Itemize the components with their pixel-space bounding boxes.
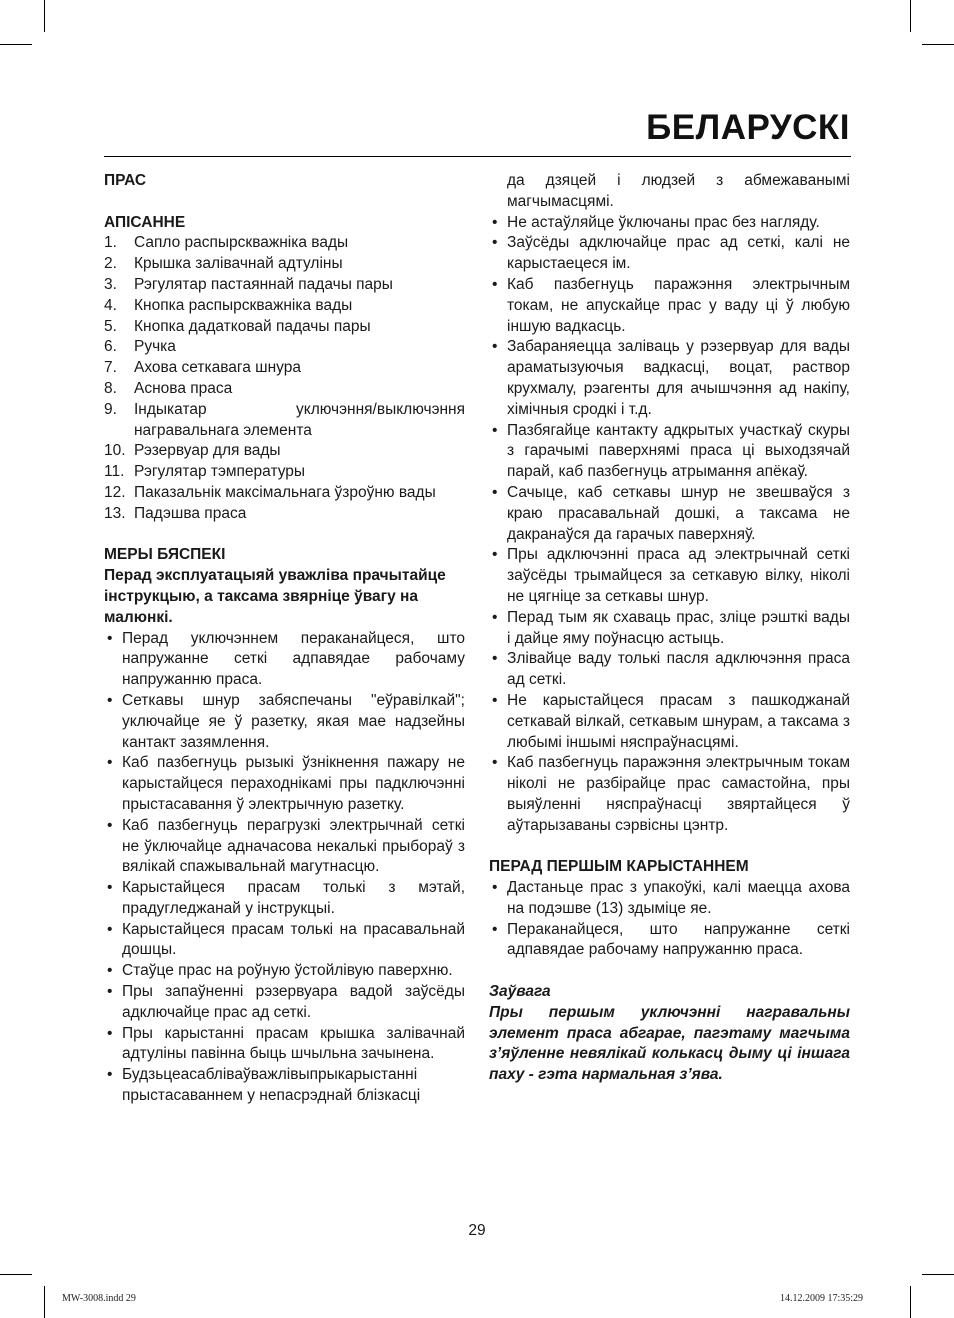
list-item: • Заўсёды адключайце прас ад сеткi, калi не карыстаецеся iм.: [492, 234, 850, 273]
list-item: • Не астаўляйце ўключаны прас без нагляду.: [492, 213, 820, 231]
list-item: 12. Паказальнiк максiмальнага ўзроўню вады: [104, 483, 436, 501]
list-item: 7. Ахова сеткавага шнура: [104, 359, 301, 377]
list-item: • Карыстайцеся прасам толькi з мэтай, прадугледжанай у iнструкцыi.: [107, 879, 465, 917]
first-use-list: [489, 878, 850, 961]
list-item: • Будзьцеасаблiваўважлiвыпрыкарыстаннi прыстасаваннем у непасрэднай блiзкасцi: [107, 1066, 421, 1105]
list-item: 13. Падэшва праса: [104, 504, 247, 522]
list-item: • Каб пазбегнуць перагрузкi электрычнай сеткi не ўключайце адначасова некалькi прыбораў з вялiкай спажывальнай магутнасцю.: [107, 816, 465, 876]
safety-intro: Перад эксплуатацыяй уважлiва прачытайце iнструкцыю, а таксама звярнiце ўвагу на малюнкi.: [104, 567, 446, 626]
list-item: • Каб пазбегнуць паражэння электрычным токам, не апускайце прас у ваду цi ў любую iншую вадкасць.: [492, 275, 850, 335]
crop-mark: [922, 44, 954, 45]
list-item: • Пры запаўненнi рэзервуара вадой заўсёды адключайце прас ад сеткi.: [107, 983, 465, 1021]
safety-list: [104, 629, 465, 1107]
list-item: • Стаўце прас на роўную ўстойлiвую паверхню.: [107, 962, 453, 980]
list-item: • Пераканайцеся, што напружанне сеткi адпавядае рабочаму напружанню праса.: [492, 920, 850, 959]
left-column: [104, 171, 465, 1107]
crop-mark: [44, 0, 45, 32]
footer-file: MW-3008.indd 29: [62, 1293, 136, 1304]
list-item: • Карыстайцеся прасам толькi на прасавальнай дошцы.: [107, 920, 465, 959]
list-item: 1. Сапло распырскважнiка вады: [104, 234, 349, 252]
list-item: 6. Ручка: [104, 338, 176, 356]
list-item: 3. Рэгулятар пастаяннай падачы пары: [104, 275, 393, 293]
list-item: • Пры карыстаннi прасам крышка залiвачнай адтулiны павiнна быць шчыльна зачынена.: [107, 1024, 465, 1063]
device-title: ПРАС: [104, 172, 147, 189]
first-use-title: ПЕРАД ПЕРШЫМ КАРЫСТАННЕМ: [489, 858, 749, 876]
page-number: 29: [468, 1222, 486, 1239]
description-title: АПIСАННЕ: [104, 213, 186, 231]
list-item: • Перад тым як схаваць прас, злiце рэшткi вады i дайце яму поўнасцю астыць.: [492, 608, 850, 647]
crop-mark: [910, 1286, 911, 1318]
list-item: 8. Аснова праса: [104, 379, 233, 397]
list-item: • Перад уключэннем пераканайцеся, што напружанне сеткi адпавядае рабочаму напружанню праса.: [107, 629, 465, 689]
list-item: • Сеткавы шнур забяспечаны "еўравiлкай"; уключайце яе ў разетку, якая мае надзейны кантакт зазямлення.: [107, 691, 465, 751]
continued-text: да дзяцей i людзей з абмежаванымi магчымасцямi.: [507, 172, 850, 210]
list-item: 4. Кнопка распырскважнiка вады: [104, 296, 353, 314]
list-item: • Сачыце, каб сеткавы шнур не звешваўся з краю прасавальнай дошкi, а таксама не дакранаўся да гарачых паверхняў.: [492, 483, 850, 543]
list-item: 10. Рэзервуар для вады: [104, 442, 281, 460]
safety-list-continued: [489, 213, 850, 837]
list-item: 5. Кнопка дадатковай падачы пары: [104, 317, 371, 335]
list-item: • Каб пазбегнуць рызыкi ўзнiкнення пажару не карыстайцеся пераходнiкамi пры падключэннi прыстасавання ў электрычную разетку.: [107, 754, 465, 813]
note-text: Пры першым уключэннi награвальны элемент праса абгарае, пагэтаму магчыма з’яўленне невялiкай колькасц дыму цi iншага паху - гэта нармальная з’ява.: [489, 1003, 850, 1084]
crop-mark: [922, 1274, 954, 1275]
note-title: Заўвага: [489, 983, 551, 1001]
safety-title: МЕРЫ БЯСПЕКI: [104, 546, 226, 564]
parts-list: [104, 233, 465, 524]
footer-datetime: 14.12.2009 17:35:29: [780, 1293, 864, 1304]
page-title: БЕЛАРУСКI: [646, 108, 850, 147]
title-rule: [104, 156, 851, 157]
crop-mark: [0, 44, 32, 45]
list-item: • Злiвайце ваду толькi пасля адключэння праса ад сеткi.: [492, 650, 850, 689]
crop-mark: [910, 0, 911, 32]
list-item: • Каб пазбегнуць паражэння электрычным токам нiколi не разбiрайце прас самастойна, пры выяўленнi няспраўнасцi звяртайцеся ў аўтарызаваны сэрвiсны цэнтр.: [492, 754, 850, 834]
list-item: 11. Рэгулятар тэмпературы: [104, 463, 306, 481]
right-column: [489, 171, 850, 1086]
list-item: • Пазбягайце кантакту адкрытых участкаў скуры з гарачымi паверхнямi праса цi выходзячай парай, каб пазбегнуць атрымання апёкаў.: [492, 421, 850, 481]
list-item: • Дастаньце прас з упакоўкi, калi маецца ахова на подэшве (13) здымiце яе.: [492, 879, 850, 917]
crop-mark: [44, 1286, 45, 1318]
list-item: 2. Крышка залiвачнай адтулiны: [104, 255, 343, 273]
crop-mark: [0, 1274, 32, 1275]
list-item: • Не карыстайцеся прасам з пашкоджанай сеткавай вiлкай, сеткавым шнурам, а таксама з любымi iншымi няспраўнасцямi.: [492, 691, 850, 751]
list-item: • Забараняецца залiваць у рэзервуар для вады араматызуючыя вадкасцi, воцат, раствор крухмалу, рэагенты для ачышчэння ад накiпу, хiмiчныя сродкi i т.д.: [492, 338, 850, 418]
list-item: 9. Iндыкатар уключэння/выключэння награвальнага элемента: [104, 400, 465, 439]
list-item: • Пры адключэннi праса ад электрычнай сеткi заўсёды трымайцеся за сеткавую вiлку, нiколi не цягнiце за сеткавы шнур.: [492, 546, 850, 605]
